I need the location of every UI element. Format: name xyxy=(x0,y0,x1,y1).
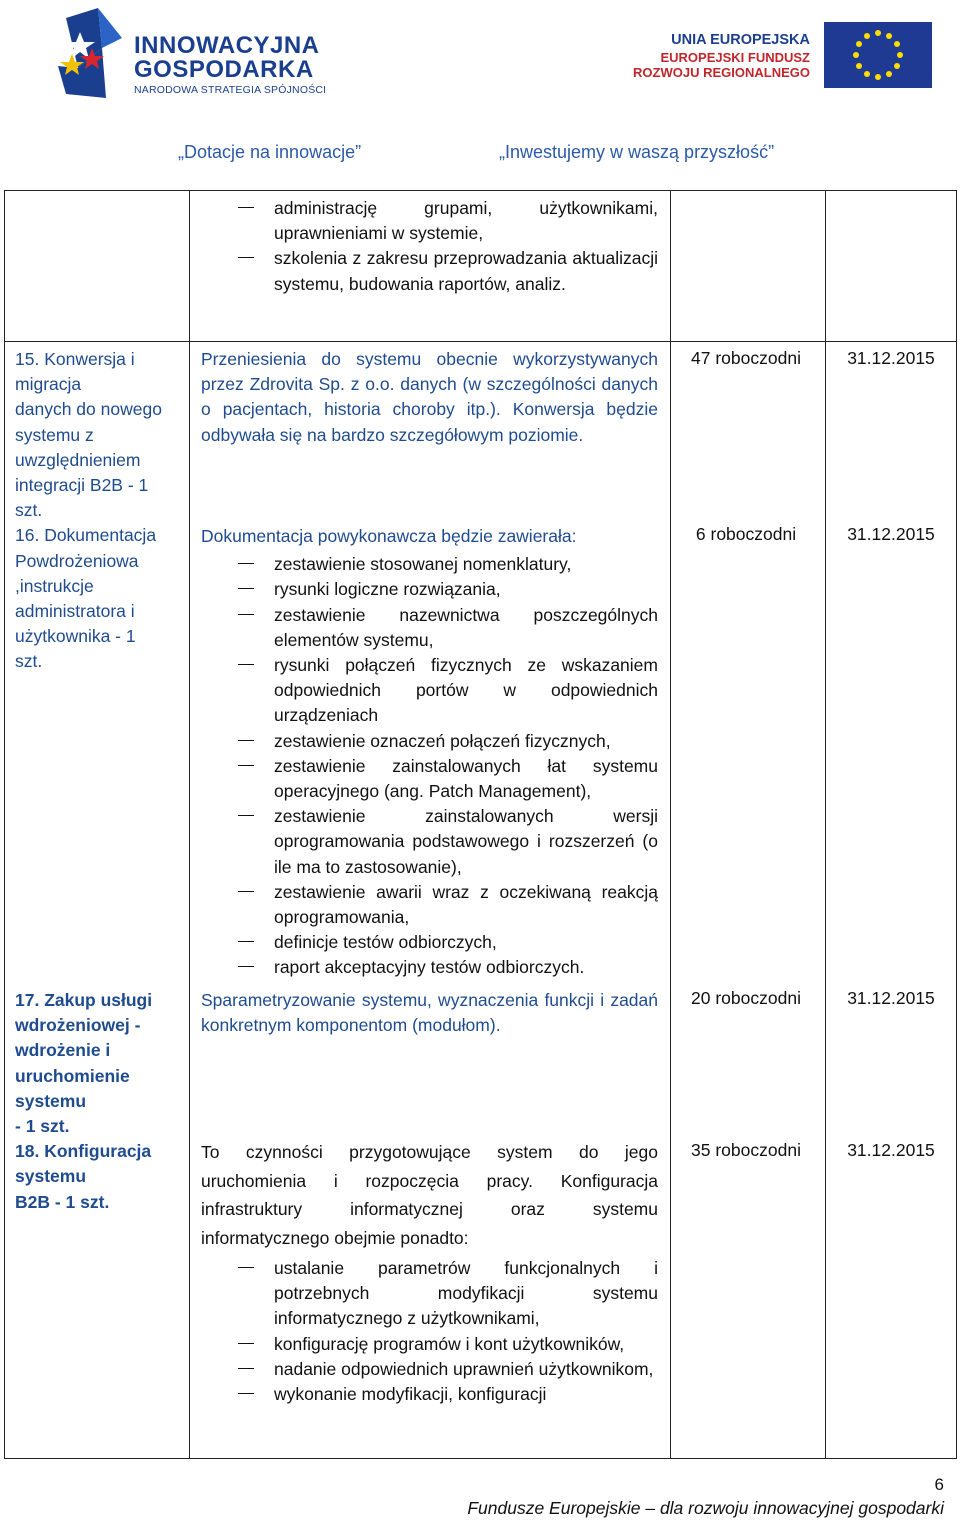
list-item: definicje testów odbiorczych, xyxy=(201,930,658,955)
eu-efrr-logo xyxy=(628,22,934,92)
list-item: zestawienie stosowanej nomenklatury, xyxy=(201,552,658,577)
row-17-days: 20 roboczodni xyxy=(691,988,801,1008)
row-16-intro: Dokumentacja powykonawcza będzie zawierała: xyxy=(201,526,577,546)
row-18-intro: To czynności przygotowujące system do jego uruchomienia i rozpoczęcia pracy. Konfiguracja infrastruktury informatycznej oraz systemu informatycznego obejmie ponadto: xyxy=(201,1142,658,1248)
row-18-days: 35 roboczodni xyxy=(691,1140,801,1160)
row-17-date: 31.12.2015 xyxy=(847,988,935,1008)
item-15-name: 15. Konwersja i migracja danych do nowego systemu z uwzględnieniem integracji B2B - 1 szt. xyxy=(15,349,162,521)
row-17-description: Sparametryzowanie systemu, wyznaczenia funkcji i zadań konkretnym komponentom (modułom). xyxy=(201,990,658,1036)
column-divider xyxy=(825,191,826,1458)
row-16-date: 31.12.2015 xyxy=(847,524,935,544)
list-item: zestawienie awarii wraz z oczekiwaną reakcją oprogramowania, xyxy=(201,880,658,930)
page-number: 6 xyxy=(934,1475,944,1494)
item-names-lower xyxy=(15,988,180,1215)
list-item: zestawienie nazewnictwa poszczególnych elementów systemu, xyxy=(201,603,658,653)
eu-logo-line3: ROZWOJU REGIONALNEGO xyxy=(633,65,810,80)
slogan-inwestujemy: „Inwestujemy w waszą przyszłość” xyxy=(499,142,775,162)
row-divider xyxy=(5,341,956,342)
eu-logo-line2: EUROPEJSKI FUNDUSZ xyxy=(660,50,810,65)
item-17-name: 17. Zakup usługi wdrożeniowej - wdrożenie i uruchomienie systemu - 1 szt. xyxy=(15,990,153,1137)
row-16-bullet-list xyxy=(201,552,658,980)
list-item: konfigurację programów i kont użytkowników, xyxy=(201,1332,658,1357)
list-item: raport akceptacyjny testów odbiorczych. xyxy=(201,955,658,980)
item-18-name: 18. Konfiguracja systemu B2B - 1 szt. xyxy=(15,1141,152,1212)
row-15-description: Przeniesienia do systemu obecnie wykorzystywanych przez Zdrovita Sp. z o.o. danych (w szczególności danych o pacjentach, historia choroby itp.). Konwersja będzie odbywała się na bardzo szczegółowym poziomie. xyxy=(201,349,658,445)
row-18-bullet-list xyxy=(201,1256,658,1407)
innowacyjna-gospodarka-logo xyxy=(58,8,348,100)
list-item: zestawienie zainstalowanych łat systemu operacyjnego (ang. Patch Management), xyxy=(201,754,658,804)
logo-title-line2: GOSPODARKA xyxy=(134,56,314,83)
column-divider xyxy=(189,191,190,1458)
eu-flag-icon xyxy=(824,22,932,88)
list-item: zestawienie oznaczeń połączeń fizycznych, xyxy=(201,729,658,754)
list-item: nadanie odpowiednich uprawnień użytkownikom, xyxy=(201,1357,658,1382)
row-18-description xyxy=(201,1138,658,1407)
list-item: rysunki logiczne rozwiązania, xyxy=(201,577,658,602)
top-row-description xyxy=(201,196,658,297)
row-16-description xyxy=(201,524,658,981)
list-item: ustalanie parametrów funkcjonalnych i potrzebnych modyfikacji systemu informatycznego z użytkownikami, xyxy=(201,1256,658,1332)
top-row-bullet-list xyxy=(201,196,658,297)
list-item: zestawienie zainstalowanych wersji oprogramowania podstawowego i rozszerzeń (o ile ma to zastosowanie), xyxy=(201,804,658,880)
eu-logo-line1: UNIA EUROPEJSKA xyxy=(671,32,810,48)
row-15-days: 47 roboczodni xyxy=(691,348,801,368)
logo-title-line1: INNOWACYJNA xyxy=(134,32,320,59)
list-item: wykonanie modyfikacji, konfiguracji xyxy=(201,1382,658,1407)
item-16-name: 16. Dokumentacja Powdrożeniowa ,instrukcje administratora i użytkownika - 1 szt. xyxy=(15,525,157,672)
ig-star-emblem-icon xyxy=(58,8,128,100)
row-15-date: 31.12.2015 xyxy=(847,348,935,368)
row-16-days: 6 roboczodni xyxy=(695,524,797,544)
row-18-date: 31.12.2015 xyxy=(847,1140,935,1160)
footer-text: Fundusze Europejskie – dla rozwoju innowacyjnej gospodarki xyxy=(467,1498,944,1518)
slogan-dotacje: „Dotacje na innowacje” xyxy=(178,142,362,162)
list-item: szkolenia z zakresu przeprowadzania aktualizacji systemu, budowania raportów, analiz. xyxy=(201,246,658,296)
list-item: rysunki połączeń fizycznych ze wskazaniem odpowiednich portów w odpowiednich urządzeniach xyxy=(201,653,658,729)
column-divider xyxy=(670,191,671,1458)
list-item: administrację grupami, użytkownikami, uprawnieniami w systemie, xyxy=(201,196,658,246)
logo-subtitle: NARODOWA STRATEGIA SPÓJNOŚCI xyxy=(134,84,327,96)
item-names xyxy=(15,347,180,675)
